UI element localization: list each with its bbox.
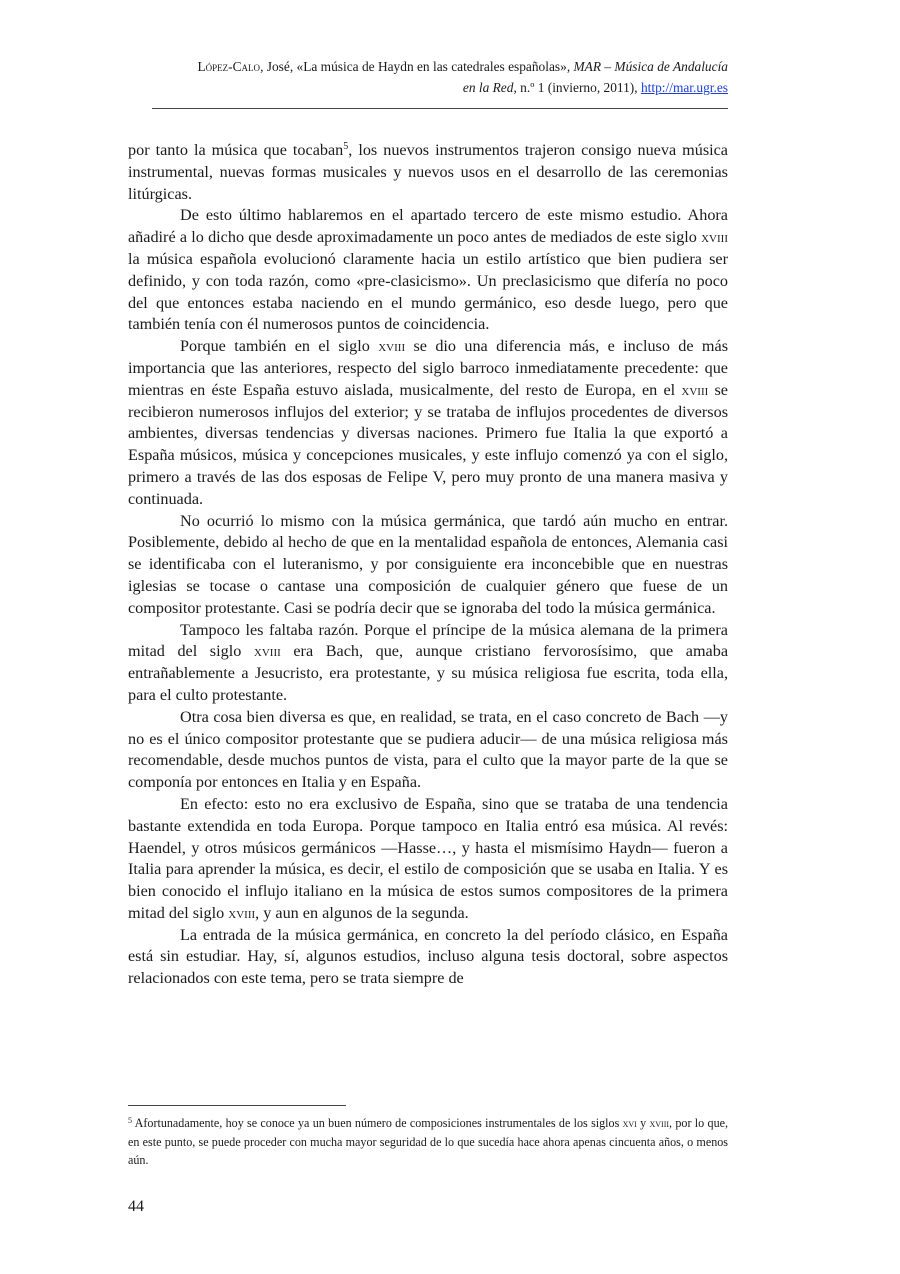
header-author: López-Calo — [197, 59, 261, 74]
header-issue: , n.º 1 (invierno, 2011), — [513, 80, 641, 95]
footnote-rule — [128, 1105, 346, 1106]
header-line-2 — [128, 77, 728, 98]
header-line-1 — [128, 56, 728, 77]
paragraph-3: Porque también en el siglo xviii se dio una diferencia más, e incluso de más importancia que las anteriores, respecto del siglo barroco inmediatamente precedente: que mientras en éste España estuvo aislada, musicalmente, del resto de Europa, en el xviii se recibieron numerosos influjos del exterior; y se trataba de influjos procedentes de diversos ambientes, diversas tendencias y diversas naciones. Primero fue Italia la que exportó a España músicos, música y concepciones musicales, y este influjo comenzó ya con el siglo, primero a través de las dos esposas de Felipe V, pero muy pronto de una manera masiva y continuada. — [128, 337, 728, 508]
header-journal-cont: en la Red — [462, 80, 514, 95]
running-header — [128, 56, 728, 98]
header-journal: MAR – Música de Andalucía — [573, 59, 728, 74]
paragraph-6: Otra cosa bien diversa es que, en realidad, se trata, en el caso concreto de Bach —y no es el único compositor protestante que se pudiera aducir— de una música religiosa más recomendable, desde muchos puntos de vista, para el culto que la mayor parte de la que se componía por entonces en Italia y en España. — [128, 707, 728, 792]
header-url-link[interactable]: http://mar.ugr.es — [640, 80, 728, 95]
footnote-ref-5[interactable]: 5 — [343, 141, 349, 152]
header-rule — [152, 108, 728, 109]
paragraph-8: La entrada de la música germánica, en concreto la del período clásico, en España está sin estudiar. Hay, sí, algunos estudios, incluso alguna tesis doctoral, sobre aspectos relacionados con este tema, pero se trata siempre de — [128, 925, 728, 988]
page-number: 44 — [128, 1198, 144, 1215]
footnote-5: $^5$ Afortunadamente, hoy se conoce ya un buen número de composiciones instrumentales de los siglos xvi y xviii, por lo que, en este punto, se puede proceder con mucha mayor seguridad de lo que sucedía hace ahora apenas cincuenta años, o menos aún. — [128, 1116, 729, 1167]
header-citation: , José, «La música de Haydn en las catedrales españolas», — [260, 59, 574, 74]
footnote-number: 5 — [128, 1116, 132, 1125]
main-text — [128, 140, 728, 990]
paragraph-2: De esto último hablaremos en el apartado tercero de este mismo estudio. Ahora añadiré a lo dicho que desde aproximadamente un poco antes de mediados de este siglo xviii la música española evolucionó claramente hacia un estilo artístico que bien pudiera ser definido, y con toda razón, como «pre-clasicismo». Un preclasicismo que difería no poco del que entonces estaba naciendo en el mundo germánico, eso desde luego, pero que también tenía con él numerosos puntos de coincidencia. — [128, 206, 728, 334]
paragraph-1: por tanto la música que tocaban$^5$, los nuevos instrumentos trajeron consigo nueva música instrumental, nuevas formas musicales y nuevos usos en el desarrollo de las ceremonias litúrgicas. — [128, 141, 728, 203]
paragraph-5: Tampoco les faltaba razón. Porque el príncipe de la música alemana de la primera mitad del siglo xviii era Bach, que, aunque cristiano fervorosísimo, que amaba entrañablemente a Jesucristo, era protestante, y su música religiosa fue escrita, toda ella, para el culto protestante. — [128, 620, 729, 704]
paragraph-7: En efecto: esto no era exclusivo de España, sino que se trataba de una tendencia bastante extendida en toda Europa. Porque tampoco en Italia entró esa música. Al revés: Haendel, y otros músicos germánicos —Hasse…, y hasta el mismísimo Haydn— fueron a Italia para aprender la música, es decir, el estilo de composición que se usaba en Italia. Y es bien conocido el influjo italiano en la música de estos sumos compositores de la primera mitad del siglo xviii, y aun en algunos de la segunda. — [128, 794, 728, 922]
paragraph-4: No ocurrió lo mismo con la música germánica, que tardó aún mucho en entrar. Posiblemente, debido al hecho de que en la mentalidad española de entonces, Alemania casi se identificaba con el luteranismo, y por consiguiente era inconcebible que en nuestras iglesias se tocase o cantase una composición de cualquier género que fuese de un compositor protestante. Casi se podría decir que se ignoraba del todo la música germánica. — [128, 511, 728, 617]
